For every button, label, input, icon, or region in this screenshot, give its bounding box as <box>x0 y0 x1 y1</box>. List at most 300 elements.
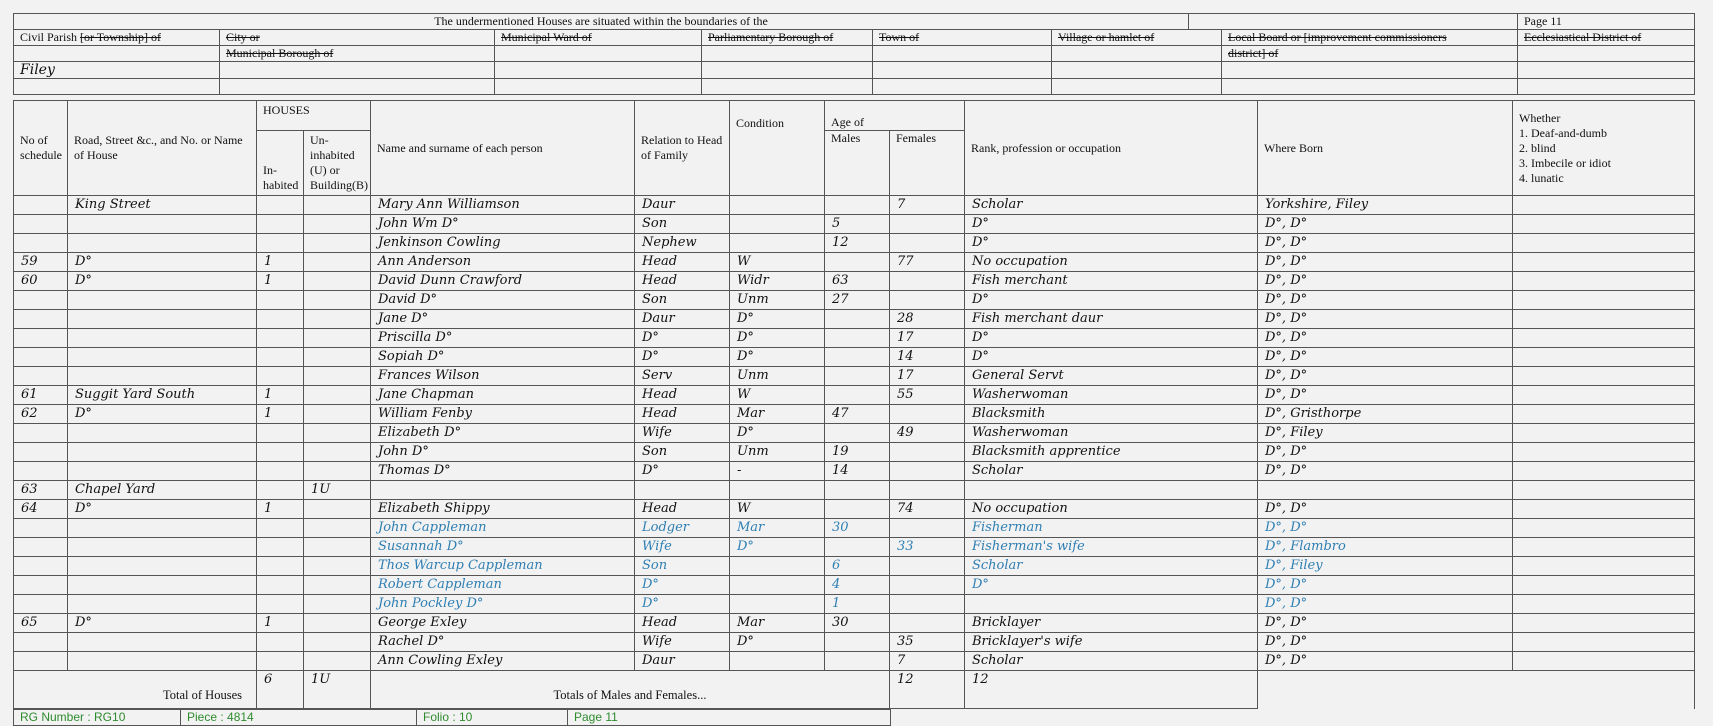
schedule-number-cell <box>14 348 68 367</box>
whether-cell <box>1513 367 1695 386</box>
person-name-cell: Ann Cowling Exley <box>371 652 635 671</box>
schedule-number-cell <box>14 462 68 481</box>
female-age-cell <box>890 291 965 310</box>
uninhabited-cell <box>304 405 371 424</box>
schedule-number-cell: 63 <box>14 481 68 500</box>
occupation-cell: Scholar <box>965 196 1258 215</box>
relation-cell <box>635 481 730 500</box>
male-age-cell <box>825 367 890 386</box>
occupation-cell: Fish merchant daur <box>965 310 1258 329</box>
page-number: Page 11 <box>1518 14 1695 30</box>
birthplace-cell: D°, D° <box>1258 329 1513 348</box>
municipal-ward-label: Municipal Ward of <box>495 30 702 46</box>
female-age-cell <box>890 272 965 291</box>
male-age-cell <box>825 329 890 348</box>
inhabited-cell <box>257 443 304 462</box>
total-inhabited: 6 <box>257 671 304 709</box>
relation-cell: Daur <box>635 652 730 671</box>
header-blank <box>14 79 220 95</box>
male-age-cell <box>825 348 890 367</box>
birthplace-cell: D°, D° <box>1258 367 1513 386</box>
person-name-cell: John Cappleman <box>371 519 635 538</box>
relation-cell: Nephew <box>635 234 730 253</box>
whether-cell <box>1513 272 1695 291</box>
table-row <box>14 386 1695 405</box>
relation-cell: Wife <box>635 538 730 557</box>
whether-4: 4. lunatic <box>1519 170 1564 185</box>
schedule-number-cell <box>14 557 68 576</box>
male-age-cell: 5 <box>825 215 890 234</box>
birthplace-cell: Yorkshire, Filey <box>1258 196 1513 215</box>
uninhabited-cell <box>304 652 371 671</box>
schedule-number-cell: 62 <box>14 405 68 424</box>
col-males: Males <box>825 131 890 196</box>
person-name-cell <box>371 481 635 500</box>
male-age-cell: 12 <box>825 234 890 253</box>
uninhabited-cell <box>304 424 371 443</box>
schedule-number-cell <box>14 367 68 386</box>
male-age-cell: 63 <box>825 272 890 291</box>
road-street-cell: D° <box>68 253 257 272</box>
uninhabited-cell <box>304 633 371 652</box>
table-row <box>14 519 1695 538</box>
person-name-cell: George Exley <box>371 614 635 633</box>
occupation-cell: No occupation <box>965 500 1258 519</box>
occupation-cell: D° <box>965 234 1258 253</box>
birthplace-cell: D°, D° <box>1258 576 1513 595</box>
header-blank <box>1222 79 1518 95</box>
civil-parish-label <box>14 30 220 46</box>
female-age-cell: 35 <box>890 633 965 652</box>
road-street-cell <box>68 462 257 481</box>
header-blank <box>1518 79 1695 95</box>
person-name-cell: Thomas D° <box>371 462 635 481</box>
person-name-cell: Thos Warcup Cappleman <box>371 557 635 576</box>
table-row <box>14 443 1695 462</box>
male-age-cell <box>825 633 890 652</box>
occupation-cell: D° <box>965 576 1258 595</box>
inhabited-cell: 1 <box>257 405 304 424</box>
header-blank <box>1052 62 1222 79</box>
person-name-cell: David D° <box>371 291 635 310</box>
schedule-number-cell <box>14 576 68 595</box>
col-born: Where Born <box>1258 101 1513 196</box>
table-row <box>14 557 1695 576</box>
schedule-number-cell <box>14 310 68 329</box>
male-age-cell <box>825 310 890 329</box>
person-name-cell: Jane Chapman <box>371 386 635 405</box>
birthplace-cell: D°, D° <box>1258 215 1513 234</box>
whether-cell <box>1513 329 1695 348</box>
whether-cell <box>1513 386 1695 405</box>
road-street-cell <box>68 367 257 386</box>
female-age-cell: 28 <box>890 310 965 329</box>
occupation-cell: Washerwoman <box>965 386 1258 405</box>
occupation-cell: General Servt <box>965 367 1258 386</box>
inhabited-cell <box>257 462 304 481</box>
inhabited-cell <box>257 652 304 671</box>
relation-cell: D° <box>635 348 730 367</box>
whether-cell <box>1513 253 1695 272</box>
header-title: The undermentioned Houses are situated within the boundaries of the <box>14 14 1189 29</box>
schedule-number-cell <box>14 595 68 614</box>
condition-cell <box>730 576 825 595</box>
condition-cell: W <box>730 253 825 272</box>
header-blank <box>1518 46 1695 62</box>
male-age-cell <box>825 500 890 519</box>
whether-cell <box>1513 196 1695 215</box>
male-age-cell <box>825 196 890 215</box>
female-age-cell <box>890 234 965 253</box>
female-age-cell <box>890 595 965 614</box>
uninhabited-cell <box>304 310 371 329</box>
relation-cell: D° <box>635 462 730 481</box>
person-name-cell: Ann Anderson <box>371 253 635 272</box>
relation-cell: Son <box>635 215 730 234</box>
table-row <box>14 272 1695 291</box>
male-age-cell: 30 <box>825 614 890 633</box>
schedule-number-cell <box>14 443 68 462</box>
inhabited-cell <box>257 234 304 253</box>
inhabited-cell <box>257 215 304 234</box>
table-row <box>14 481 1695 500</box>
whether-cell <box>1513 405 1695 424</box>
city-label: City or <box>220 30 495 46</box>
birthplace-cell: D°, D° <box>1258 272 1513 291</box>
person-name-cell: William Fenby <box>371 405 635 424</box>
table-row <box>14 348 1695 367</box>
birthplace-cell: D°, D° <box>1258 443 1513 462</box>
col-name: Name and surname of each person <box>371 101 635 196</box>
schedule-number-cell: 60 <box>14 272 68 291</box>
relation-cell: Head <box>635 405 730 424</box>
uninhabited-cell <box>304 614 371 633</box>
uninhabited-cell <box>304 196 371 215</box>
road-street-cell <box>68 348 257 367</box>
occupation-cell: D° <box>965 329 1258 348</box>
female-age-cell: 77 <box>890 253 965 272</box>
local-board-label: Local Board or [improvement commissioners <box>1222 30 1518 46</box>
person-name-cell: Frances Wilson <box>371 367 635 386</box>
table-row <box>14 652 1695 671</box>
condition-cell: W <box>730 500 825 519</box>
person-name-cell: Mary Ann Williamson <box>371 196 635 215</box>
header-blank <box>1052 79 1222 95</box>
road-street-cell: Chapel Yard <box>68 481 257 500</box>
relation-cell: Head <box>635 500 730 519</box>
schedule-number-cell <box>14 291 68 310</box>
condition-cell: D° <box>730 538 825 557</box>
table-row <box>14 500 1695 519</box>
condition-cell: D° <box>730 424 825 443</box>
relation-cell: D° <box>635 329 730 348</box>
header-blank <box>220 62 495 79</box>
local-board-label-2: district] of <box>1222 46 1518 62</box>
inhabited-cell: 1 <box>257 386 304 405</box>
relation-cell: Daur <box>635 196 730 215</box>
table-row <box>14 538 1695 557</box>
whether-cell <box>1513 614 1695 633</box>
inhabited-cell: 1 <box>257 500 304 519</box>
occupation-cell: Blacksmith <box>965 405 1258 424</box>
piece-number: Piece : 4814 <box>181 710 417 726</box>
schedule-number-cell <box>14 215 68 234</box>
inhabited-cell <box>257 367 304 386</box>
occupation-cell: Fisherman's wife <box>965 538 1258 557</box>
table-row <box>14 234 1695 253</box>
female-age-cell: 74 <box>890 500 965 519</box>
road-street-cell <box>68 652 257 671</box>
male-age-cell: 47 <box>825 405 890 424</box>
birthplace-cell: D°, Flambro <box>1258 538 1513 557</box>
relation-cell: D° <box>635 576 730 595</box>
header-blank <box>495 79 702 95</box>
whether-title: Whether <box>1519 110 1561 125</box>
schedule-number-cell: 64 <box>14 500 68 519</box>
condition-cell: - <box>730 462 825 481</box>
occupation-cell: Scholar <box>965 557 1258 576</box>
col-inhabited: In-habited <box>257 131 304 196</box>
inhabited-cell <box>257 519 304 538</box>
condition-cell: Unm <box>730 367 825 386</box>
relation-cell: Serv <box>635 367 730 386</box>
table-row <box>14 595 1695 614</box>
relation-cell: Wife <box>635 424 730 443</box>
person-name-cell: Priscilla D° <box>371 329 635 348</box>
female-age-cell <box>890 614 965 633</box>
male-age-cell: 1 <box>825 595 890 614</box>
header-blank <box>1222 62 1518 79</box>
relation-cell: Son <box>635 291 730 310</box>
female-age-cell: 17 <box>890 329 965 348</box>
road-street-cell <box>68 633 257 652</box>
inhabited-cell <box>257 424 304 443</box>
town-label: Town of <box>873 30 1052 46</box>
header-blank <box>495 62 702 79</box>
road-street-cell <box>68 576 257 595</box>
whether-cell <box>1513 595 1695 614</box>
person-name-cell: John Wm D° <box>371 215 635 234</box>
header-blank <box>873 79 1052 95</box>
location-header <box>13 13 1695 95</box>
birthplace-cell: D°, D° <box>1258 310 1513 329</box>
road-street-cell: D° <box>68 405 257 424</box>
table-row <box>14 576 1695 595</box>
whether-cell <box>1513 215 1695 234</box>
relation-cell: Daur <box>635 310 730 329</box>
condition-cell: D° <box>730 310 825 329</box>
whether-cell <box>1513 557 1695 576</box>
occupation-cell: Bricklayer <box>965 614 1258 633</box>
female-age-cell <box>890 519 965 538</box>
whether-1: 1. Deaf-and-dumb <box>1519 125 1607 140</box>
schedule-number-cell <box>14 652 68 671</box>
birthplace-cell: D°, D° <box>1258 633 1513 652</box>
uninhabited-cell <box>304 557 371 576</box>
road-street-cell: D° <box>68 500 257 519</box>
road-street-cell <box>68 291 257 310</box>
birthplace-cell: D°, D° <box>1258 291 1513 310</box>
relation-cell: Wife <box>635 633 730 652</box>
table-row <box>14 329 1695 348</box>
uninhabited-cell <box>304 576 371 595</box>
whether-cell <box>1513 291 1695 310</box>
schedule-number-cell: 59 <box>14 253 68 272</box>
footer-page: Page 11 <box>568 710 891 726</box>
male-age-cell <box>825 538 890 557</box>
civil-parish-struck: [or Township] of <box>80 30 161 44</box>
birthplace-cell: D°, D° <box>1258 462 1513 481</box>
birthplace-cell: D°, D° <box>1258 519 1513 538</box>
col-females: Females <box>890 131 965 196</box>
schedule-number-cell: 65 <box>14 614 68 633</box>
condition-cell <box>730 196 825 215</box>
condition-cell <box>730 557 825 576</box>
relation-cell: Head <box>635 386 730 405</box>
condition-cell: Widr <box>730 272 825 291</box>
whether-cell <box>1513 462 1695 481</box>
col-condition: Condition <box>730 101 825 196</box>
relation-cell: D° <box>635 595 730 614</box>
male-age-cell: 19 <box>825 443 890 462</box>
road-street-cell: D° <box>68 272 257 291</box>
male-age-cell: 14 <box>825 462 890 481</box>
person-name-cell: David Dunn Crawford <box>371 272 635 291</box>
header-blank <box>1518 62 1695 79</box>
occupation-cell: No occupation <box>965 253 1258 272</box>
occupation-cell <box>965 595 1258 614</box>
condition-cell: Mar <box>730 405 825 424</box>
parish-value: Filey <box>14 62 220 79</box>
whether-cell <box>1513 576 1695 595</box>
totals-blank <box>1258 671 1695 709</box>
birthplace-cell: D°, D° <box>1258 348 1513 367</box>
uninhabited-cell <box>304 348 371 367</box>
condition-cell: Unm <box>730 291 825 310</box>
relation-cell: Head <box>635 614 730 633</box>
uninhabited-cell <box>304 253 371 272</box>
occupation-cell: D° <box>965 291 1258 310</box>
header-blank <box>220 79 495 95</box>
header-blank <box>1052 46 1222 62</box>
road-street-cell <box>68 234 257 253</box>
totals-row <box>14 671 1695 709</box>
inhabited-cell <box>257 348 304 367</box>
whether-cell <box>1513 500 1695 519</box>
road-street-cell <box>68 424 257 443</box>
whether-cell <box>1513 443 1695 462</box>
uninhabited-cell <box>304 215 371 234</box>
road-street-cell <box>68 557 257 576</box>
census-rows <box>14 196 1695 671</box>
birthplace-cell: D°, Filey <box>1258 424 1513 443</box>
whether-cell <box>1513 519 1695 538</box>
village-label: Village or hamlet of <box>1052 30 1222 46</box>
birthplace-cell: D°, D° <box>1258 386 1513 405</box>
birthplace-cell: D°, D° <box>1258 500 1513 519</box>
person-name-cell: Jenkinson Cowling <box>371 234 635 253</box>
schedule-number-cell <box>14 519 68 538</box>
relation-cell: Son <box>635 557 730 576</box>
inhabited-cell <box>257 595 304 614</box>
whether-cell <box>1513 234 1695 253</box>
birthplace-cell: D°, D° <box>1258 652 1513 671</box>
table-row <box>14 405 1695 424</box>
schedule-number-cell <box>14 196 68 215</box>
male-age-cell <box>825 253 890 272</box>
civil-parish-text: Civil Parish <box>20 30 81 44</box>
inhabited-cell <box>257 538 304 557</box>
occupation-cell: Blacksmith apprentice <box>965 443 1258 462</box>
col-houses: HOUSES <box>257 101 371 131</box>
inhabited-cell <box>257 481 304 500</box>
condition-cell <box>730 234 825 253</box>
occupation-cell: Scholar <box>965 652 1258 671</box>
road-street-cell <box>68 519 257 538</box>
birthplace-cell: D°, D° <box>1258 253 1513 272</box>
schedule-number-cell <box>14 329 68 348</box>
table-row <box>14 367 1695 386</box>
female-age-cell <box>890 215 965 234</box>
condition-cell <box>730 215 825 234</box>
road-street-cell: King Street <box>68 196 257 215</box>
uninhabited-cell <box>304 519 371 538</box>
whether-cell <box>1513 633 1695 652</box>
rg-number: RG Number : RG10 <box>14 710 181 726</box>
total-males: 12 <box>890 671 965 709</box>
male-age-cell: 27 <box>825 291 890 310</box>
table-row <box>14 253 1695 272</box>
female-age-cell: 14 <box>890 348 965 367</box>
inhabited-cell <box>257 633 304 652</box>
male-age-cell: 6 <box>825 557 890 576</box>
occupation-cell: Washerwoman <box>965 424 1258 443</box>
whether-cell <box>1513 424 1695 443</box>
female-age-cell <box>890 405 965 424</box>
condition-cell <box>730 595 825 614</box>
road-street-cell <box>68 443 257 462</box>
census-page <box>13 13 1694 726</box>
female-age-cell: 55 <box>890 386 965 405</box>
inhabited-cell: 1 <box>257 253 304 272</box>
col-whether <box>1513 101 1695 196</box>
total-uninhabited: 1U <box>304 671 371 709</box>
ecclesiastical-label: Ecclesiastical District of <box>1518 30 1695 46</box>
uninhabited-cell <box>304 500 371 519</box>
schedule-number-cell <box>14 234 68 253</box>
col-schedule: No of schedule <box>14 101 68 196</box>
male-age-cell: 4 <box>825 576 890 595</box>
inhabited-cell <box>257 557 304 576</box>
birthplace-cell: D°, Gristhorpe <box>1258 405 1513 424</box>
header-blank <box>14 46 220 62</box>
table-row <box>14 215 1695 234</box>
male-age-cell <box>825 386 890 405</box>
inhabited-cell: 1 <box>257 272 304 291</box>
inhabited-cell: 1 <box>257 614 304 633</box>
relation-cell: Son <box>635 443 730 462</box>
table-row <box>14 424 1695 443</box>
road-street-cell: D° <box>68 614 257 633</box>
whether-3: 3. Imbecile or idiot <box>1519 155 1611 170</box>
uninhabited-cell <box>304 234 371 253</box>
condition-cell: W <box>730 386 825 405</box>
female-age-cell: 7 <box>890 196 965 215</box>
uninhabited-cell <box>304 462 371 481</box>
header-blank <box>702 62 873 79</box>
folio-number: Folio : 10 <box>417 710 568 726</box>
whether-cell <box>1513 538 1695 557</box>
